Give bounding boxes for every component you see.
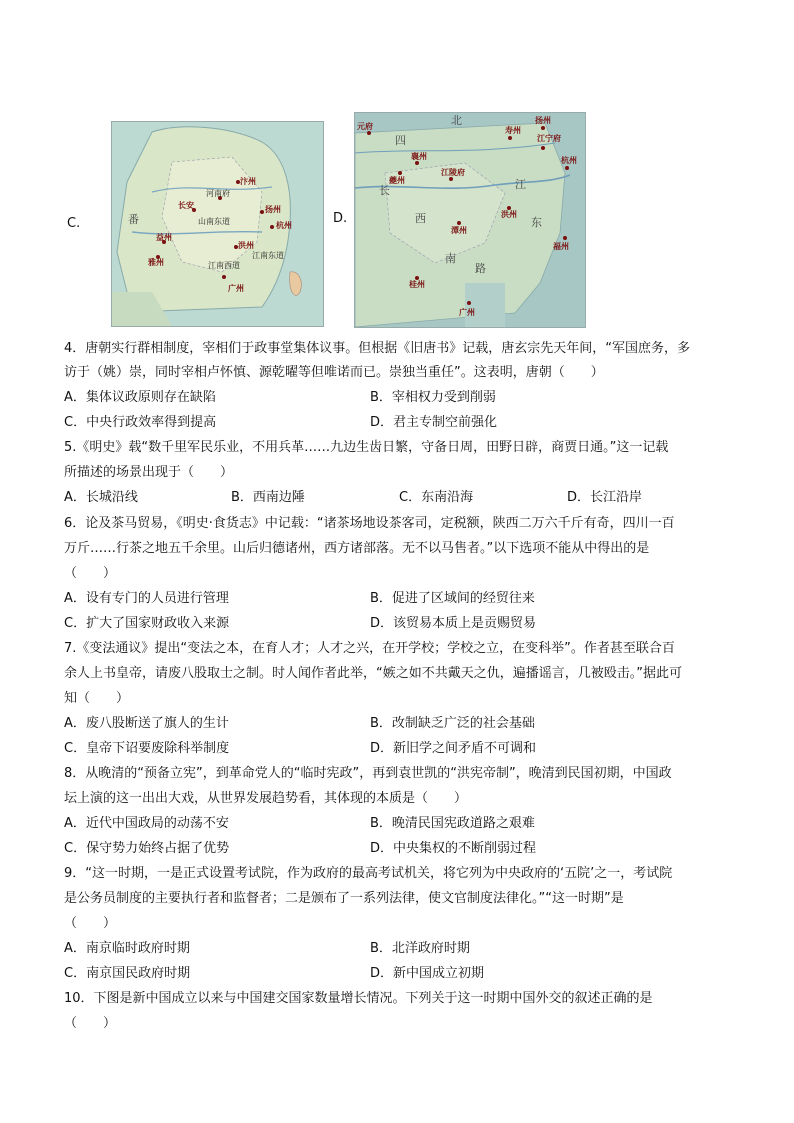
map-c-label-henanfu: 河南府 [206,189,230,198]
option-c-label: C. [67,216,81,231]
option-d-label: D. [333,211,348,226]
q8-option-c: C．保守势力始终占据了优势 [64,841,230,856]
q6-option-b: B．促进了区域间的经贸往来 [370,591,535,606]
q8-stem-line2: 坛上演的这一出出大戏，从世界发展趋势看，其体现的本质是（ ） [64,791,468,806]
map-d-label-shouzhou: 寿州 [505,126,521,135]
q8-stem-line1: 8．从晚清的“预备立宪”，到革命党人的“临时宪政”，再到袁世凯的“洪宪帝制”，晚清到民国初期，中国政 [64,766,672,781]
q7-stem-line1: 7.《变法通议》提出“变法之本，在育人才；人才之兴，在开学校；学校之立，在变科举”。作者甚至联合百 [64,641,675,656]
q8-option-d: D．中央集权的不断削弱过程 [370,841,537,856]
map-c-label-fan: 番 [128,213,139,226]
q5-stem-line1: 5.《明史》载“数千里军民乐业，不用兵革……九边生齿日繁，守备日周，田野日辟，商贾日通。”这一记载 [64,440,669,455]
map-d-label-jianglingfu: 江陵府 [441,168,465,177]
map-c-label-guangzhou: 广州 [228,284,244,293]
q6-stem-line3: （ ） [64,566,117,581]
map-d-label-jiang: 江 [515,178,526,191]
map-c-label-bianzhou: 汴州 [240,177,256,186]
map-d-label-tanzhou: 潭州 [451,226,467,235]
map-d-label-xiangzhou: 襄州 [411,152,427,161]
map-d-label-hangzhou: 杭州 [561,156,577,165]
q6-option-a: A．设有专门的人员进行管理 [64,591,229,606]
map-d-label-dong: 东 [531,216,542,229]
q5-stem-line2: 所描述的场景出现于（ ） [64,465,234,480]
q5-option-c: C．东南沿海 [399,490,474,505]
map-d-label-yuanfu: 元府 [357,122,373,131]
map-c-label-jiangnanxi: 江南西道 [208,261,240,270]
song-map-drawing [355,113,585,327]
map-c-label-hongzhou: 洪州 [238,241,254,250]
map-d-label-chang: 长 [379,184,390,197]
q5-option-d: D．长江沿岸 [567,490,643,505]
q4-option-b: B．宰相权力受到削弱 [370,390,496,405]
map-d-label-bei: 北 [451,114,462,127]
q7-option-a: A．废八股断送了旗人的生计 [64,716,229,731]
q10-stem-line2: （ ） [64,1016,117,1031]
q5-option-a: A．长城沿线 [64,490,138,505]
q4-option-d: D．君主专制空前强化 [370,415,498,430]
map-c-label-hangzhou: 杭州 [276,221,292,230]
q7-option-b: B．改制缺乏广泛的社会基础 [370,716,535,731]
q7-option-d: D．新旧学之间矛盾不可调和 [370,741,537,756]
map-d-label-kuizhou: 夔州 [389,176,405,185]
q5-option-b: B．西南边陲 [231,490,305,505]
map-c-label-yazhou: 雅州 [148,258,164,267]
map-c-label-jiangnandong: 江南东道 [252,251,284,260]
q9-option-d: D．新中国成立初期 [370,966,485,981]
map-d-label-lu: 路 [475,262,486,275]
q8-option-a: A．近代中国政局的动荡不安 [64,816,229,831]
q6-stem-line2: 万斤……行茶之地五千余里。山后归德诸州，西方诸部落。无不以马售者。”以下选项不能从中得出的是 [64,541,650,556]
q4-option-c: C．中央行政效率得到提高 [64,415,217,430]
q4-stem-line1: 4．唐朝实行群相制度，宰相们于政事堂集体议事。但根据《旧唐书》记载，唐玄宗先天年间，“军国庶务，多 [64,341,691,356]
q9-stem-line3: （ ） [64,916,117,931]
map-c-label-changan: 长安 [178,201,194,210]
q6-stem-line1: 6．论及茶马贸易，《明史·食货志》中记载：“诸茶场地设茶客司，定税额，陕西二万六千斤有奇，四川一百 [64,516,675,531]
q9-option-a: A．南京临时政府时期 [64,941,190,956]
q4-option-a: A．集体议政原则存在缺陷 [64,390,216,405]
q9-stem-line1: 9．“这一时期，一是正式设置考试院，作为政府的最高考试机关，将它列为中央政府的‘五院’之一，考试院 [64,866,673,881]
map-c-label-yangzhou: 扬州 [265,205,281,214]
q9-stem-line2: 是公务员制度的主要执行者和监督者；二是颁布了一系列法律，使文官制度法律化。”“这一时期”是 [64,891,624,906]
map-d-label-guangzhou: 广州 [459,308,475,317]
map-d-label-guizhou: 桂州 [409,280,425,289]
q6-option-c: C．扩大了国家财政收入来源 [64,616,230,631]
map-c-label-yizhou: 益州 [156,233,172,242]
q4-stem-line2: 访于（姚）崇，同时宰相卢怀慎、源乾曜等但唯诺而已。崇独当重任”。这表明，唐朝（ ） [64,365,604,380]
q7-stem-line3: 知（ ） [64,691,130,706]
q7-option-c: C．皇帝下诏要废除科举制度 [64,741,230,756]
q6-option-d: D．该贸易本质上是贡赐贸易 [370,616,537,631]
map-c-label-shannan: 山南东道 [198,217,230,226]
map-d-label-hongzhou: 洪州 [501,210,517,219]
map-d-label-si: 四 [395,134,406,147]
map-d-label-fuzhou: 福州 [553,242,569,251]
map-d-label-xi: 西 [415,212,426,225]
q8-option-b: B．晚清民国宪政道路之艰难 [370,816,535,831]
q7-stem-line2: 余人上书皇帝，请废八股取士之制。时人闻作者此举，“嫉之如不共戴天之仇，遍播谣言，几被殴击。”据此可 [64,666,682,681]
song-map-image [354,112,586,328]
q9-option-c: C．南京国民政府时期 [64,966,191,981]
map-d-label-nan: 南 [445,252,456,265]
q10-stem-line1: 10．下图是新中国成立以来与中国建交国家数量增长情况。下列关于这一时期中国外交的叙述正确的是 [64,991,653,1006]
tang-map-image [111,121,324,327]
q9-option-b: B．北洋政府时期 [370,941,470,956]
map-d-label-yangzhou: 扬州 [535,116,551,125]
map-d-label-jiangningfu: 江宁府 [537,134,561,143]
